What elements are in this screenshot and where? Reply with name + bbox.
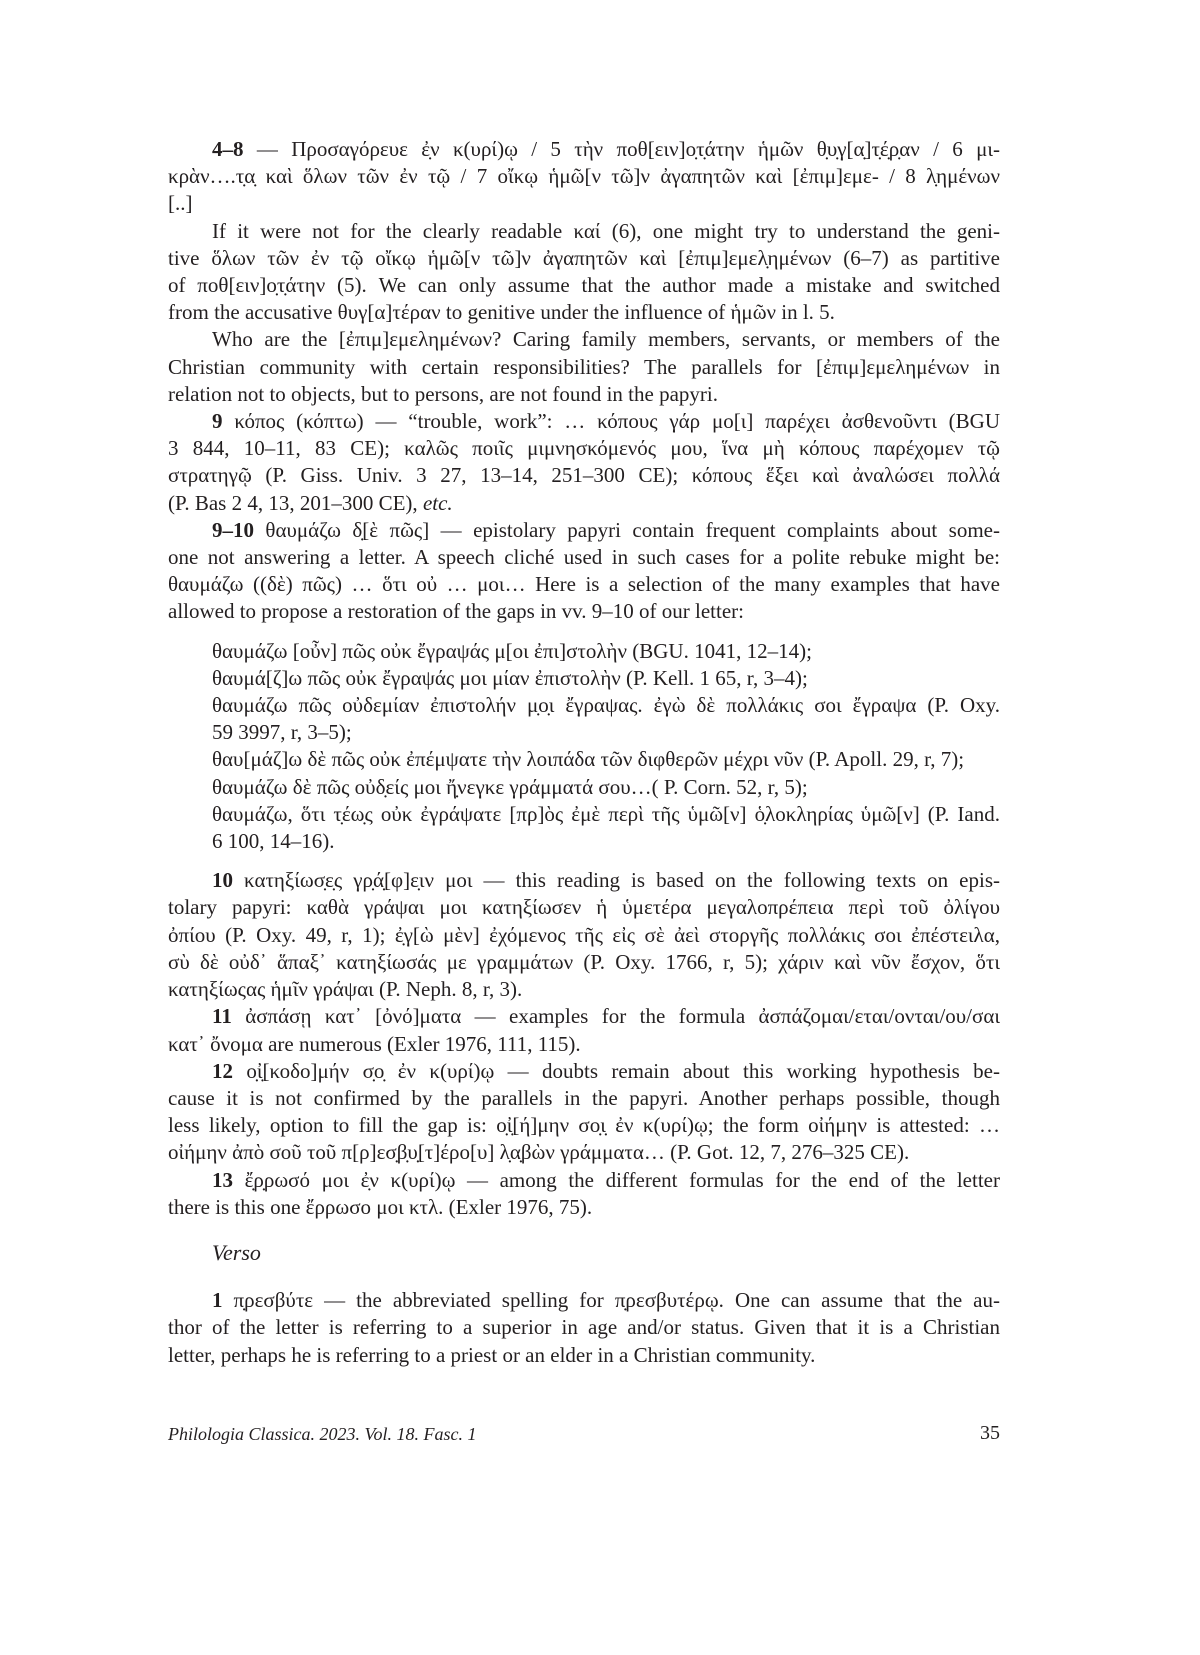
example-line: θαυμάζω πῶς οὐδεμίαν ἐπιστολήν μ̣ο̣ι ἔγραψας. ἐγὼ δὲ πολλάκις σοι ἔγραψα (P. Oxy.	[212, 693, 1000, 718]
line-text: relation not to objects, but to persons, are not found in the papyri.	[168, 381, 718, 406]
line-text: ἀσπάσῃ κατ᾽ [ὀνό]ματα — examples for the formula ἀσπάζομαι/εται/ονται/ου/σαι	[231, 1004, 1000, 1029]
text-line	[168, 218, 1000, 245]
text-line	[168, 571, 1000, 598]
line-text: θαυμάζω ((δὲ) πῶς) … ὅτι οὐ … μοι… Here is a selection of the many examples that have	[168, 572, 1000, 597]
line-text: οἰήμην ἀπὸ σοῦ τοῦ π[ρ]εσ̣β̣υ̣[τ]έρο[υ] λ̣α̣βὼν γράμματα… (P. Got. 12, 7, 276–325 CE).	[168, 1140, 910, 1165]
line-text: letter, perhaps he is referring to a priest or an elder in a Christian community.	[168, 1342, 816, 1367]
example-line: 59 3997, r, 3–5);	[212, 720, 352, 745]
section-heading: Verso	[212, 1239, 261, 1265]
text-line	[168, 490, 1000, 517]
text-line	[168, 867, 1000, 894]
commentary-entry	[168, 1058, 1000, 1167]
line-text: (P. Bas 2 4, 13, 201–300 CE),	[168, 490, 423, 515]
line-text: Christian community with certain responsibilities? The parallels for [ἐπιμ]εμελημένων in	[168, 354, 1000, 379]
text-line	[168, 435, 1000, 462]
text-line	[168, 544, 1000, 571]
lemma-line-number: 11	[212, 1004, 232, 1029]
line-text: ἔ̣ρ̣ρωσό μοι ἐ̣ν κ(υρί)ῳ — among the different formulas for the end of the letter	[233, 1167, 1000, 1192]
text-line	[168, 136, 1000, 163]
commentary-entry	[168, 136, 1000, 218]
commentary-entry	[168, 517, 1000, 626]
commentary-entry	[168, 1167, 1000, 1221]
text-line	[168, 598, 1000, 625]
example-list	[212, 638, 1000, 856]
example-line: θαυ[μάζ]ω δὲ πῶς οὐκ ἐπέμψατε τὴν λοιπάδα τῶν διφθερῶν μέχρι νῦν (P. Apoll. 29, r, 7);	[212, 747, 965, 772]
text-line	[168, 354, 1000, 381]
text-line	[168, 462, 1000, 489]
text-line	[168, 1314, 1000, 1341]
text-line	[168, 326, 1000, 353]
text-line	[168, 190, 1000, 217]
example-line: θαυμάζω, ὅτι τ̣έω̣ς οὐκ ἐγράψατε [πρ]ὸς ἐμὲ περὶ τῆς ὑμῶ[ν] ὁ̣λοκληρίας ὑμῶ[ν] (P. Iand.	[212, 801, 1000, 826]
line-text: ο̣ἰ̣[κοδο]μήν σ̣ο̣ ἐν κ(υρί)ῳ — doubts remain about this working hypothesis be-	[233, 1058, 1000, 1083]
text-line	[168, 163, 1000, 190]
line-text: cause it is not confirmed by the parallels in the papyri. Another perhaps possible, though	[168, 1085, 1000, 1110]
example-line: θαυμά[ζ]ω πῶς οὐκ ἔγραψάς μοι μίαν ἐπιστολὴν (P. Kell. 1 65, r, 3–4);	[212, 665, 808, 690]
line-text: tive ὅλων τῶν ἐν τῷ οἴκῳ ἡμῶ[ν τῶ]ν ἀγαπητῶν καὶ [ἐπιμ]εμελ̣ημένων (6–7) as partitive	[168, 245, 1000, 270]
paragraph	[168, 218, 1000, 327]
line-text: allowed to propose a restoration of the gaps in vv. 9–10 of our letter:	[168, 599, 744, 624]
line-text: less likely, option to fill the gap is: ο̣ἰ̣[ή]μην σο̣ι̣ ἐν κ(υρί)ῳ; the form οἰήμην is attested: …	[168, 1113, 1000, 1138]
lemma-line-number: 13	[212, 1167, 233, 1192]
italic-text: etc.	[422, 490, 453, 515]
text-line	[168, 1112, 1000, 1139]
text-line	[168, 1342, 1000, 1369]
line-text: 3 844, 10–11, 83 CE); καλῶς ποιῖς μιμνησκόμενός μου, ἵνα μὴ κόπους παρέχομεν τῷ	[168, 436, 1000, 461]
lemma-line-number: 9	[212, 409, 223, 434]
line-text: — Προσαγόρευε ἐ̣ν κ(υρί)ῳ / 5 τὴν ποθ[ειν]ο̣τ̣άτην ἡμῶν θ̣υ̣γ[α̣]τ̣έ̣ρ̣αν / 6 μι-	[243, 137, 1000, 161]
example-line: 6 100, 14–16).	[212, 829, 335, 854]
text-line	[168, 1167, 1000, 1194]
text-line	[168, 1194, 1000, 1221]
text-line	[168, 894, 1000, 921]
line-text: thor of the letter is referring to a superior in age and/or status. Given that it is a Christian	[168, 1315, 1000, 1340]
text-line	[168, 1287, 1000, 1314]
text-line	[168, 272, 1000, 299]
commentary-entry	[168, 867, 1000, 1003]
line-text: σὺ δὲ οὐδ᾽ ἅπαξ᾽ κατηξίωσάς με γραμμάτων (P. Oxy. 1766, r, 5); χάριν καὶ νῦν ἔσχον, ὅτι	[168, 949, 1000, 974]
paragraph	[168, 326, 1000, 408]
text-line	[168, 976, 1000, 1003]
line-text: κατηξίωσ̣ε̣ς γρ̣ά̣[φ]ε̣ιν μοι — this reading is based on the following texts on epis-	[233, 868, 1000, 893]
line-text: of ποθ[ειν]ο̣τ̣άτην (5). We can only assume that the author made a mistake and switched	[168, 273, 1000, 298]
line-text: στρατηγῷ (P. Giss. Univ. 3 27, 13–14, 251–300 CE); κόπους ἕξει καὶ ἀναλώσει πολλά	[168, 463, 1000, 488]
page-body	[168, 136, 1000, 1369]
page-number: 35	[980, 1422, 1000, 1444]
line-text: one not answering a letter. A speech cliché used in such cases for a polite rebuke might be:	[168, 545, 1000, 570]
lemma-line-number: 9–10	[212, 517, 254, 542]
line-text: Who are the [ἐπιμ]εμελημένων? Caring family members, servants, or members of the	[212, 327, 1000, 352]
commentary-entry	[168, 408, 1000, 517]
line-text: there is this one ἔρρωσο μοι κτλ. (Exler 1976, 75).	[168, 1194, 593, 1219]
text-line	[168, 517, 1000, 544]
example-line: θαυμάζω [οὖν] πῶς οὐκ ἔγραψάς μ[οι ἐπι]στολὴν (BGU. 1041, 12–14);	[212, 638, 812, 663]
line-text: If it were not for the clearly readable καί (6), one might try to understand the geni-	[212, 218, 1000, 243]
text-line	[168, 408, 1000, 435]
line-text: κρὰν….τ̣α̣ καὶ ὅλων τῶν ἐν τῷ / 7 οἴκῳ ἡμῶ[ν τῶ]ν ἀγαπητῶν καὶ [ἐπιμ]εμε- / 8 λ̣ημένων	[168, 164, 1000, 189]
text-line	[168, 245, 1000, 272]
line-text: κατηξίωςας ἡμῖν γράψαι (P. Neph. 8, r, 3).	[168, 977, 523, 1002]
text-line	[168, 381, 1000, 408]
lemma-line-number: 4–8	[212, 137, 244, 161]
line-text: κόπος (κόπτω) — “trouble, work”: … κόπους γάρ μο[ι] παρέχει ἀσθενοῦντι (BGU	[222, 409, 1000, 434]
line-text: from the accusative θυγ[α]τέραν to genitive under the influence of ἡμῶν in l. 5.	[168, 300, 835, 325]
text-line	[168, 1003, 1000, 1030]
line-text: ὀπίου (P. Oxy. 49, r, 1); ἐ̣γ[ὼ μὲν] ἐχόμενος τῆς εἰς σὲ ἀεὶ στοργῆς πολλάκις σοι ἐπέστειλα,	[168, 922, 1000, 947]
line-text: tolary papyri: καθὰ γράψαι μοι κατηξίωσεν ἡ ὑμετέρα μεγαλοπρέπεια περὶ τοῦ ὀλίγου	[168, 895, 1000, 920]
example-line: θαυμάζω δὲ πῶς οὐδ̣είς μοι ἤ̣νεγκε γράμματά σου…( P. Corn. 52, r, 5);	[212, 774, 808, 799]
line-text: θαυμάζω δ̣[ὲ πῶς] — epistolary papyri contain frequent complaints about some-	[254, 517, 1000, 542]
line-text: π̣ρεσβύτε — the abbreviated spelling for π̣ρεσβυτέρῳ. One can assume that the au-	[222, 1288, 1000, 1313]
commentary-entry	[168, 1287, 1000, 1369]
text-line	[168, 1058, 1000, 1085]
running-footer-journal: Philologia Classica. 2023. Vol. 18. Fasc. 1	[168, 1424, 477, 1444]
text-line	[168, 1139, 1000, 1166]
text-line	[168, 922, 1000, 949]
lemma-line-number: 1	[212, 1288, 223, 1313]
line-text: [..]	[168, 191, 193, 216]
commentary-entry	[168, 1003, 1000, 1057]
line-text: κατ᾽ ὄνομα are numerous (Exler 1976, 111, 115).	[168, 1031, 581, 1056]
text-line	[168, 1031, 1000, 1058]
lemma-line-number: 12	[212, 1058, 233, 1083]
text-line	[168, 949, 1000, 976]
text-line	[168, 1085, 1000, 1112]
text-line	[168, 299, 1000, 326]
lemma-line-number: 10	[212, 868, 233, 893]
